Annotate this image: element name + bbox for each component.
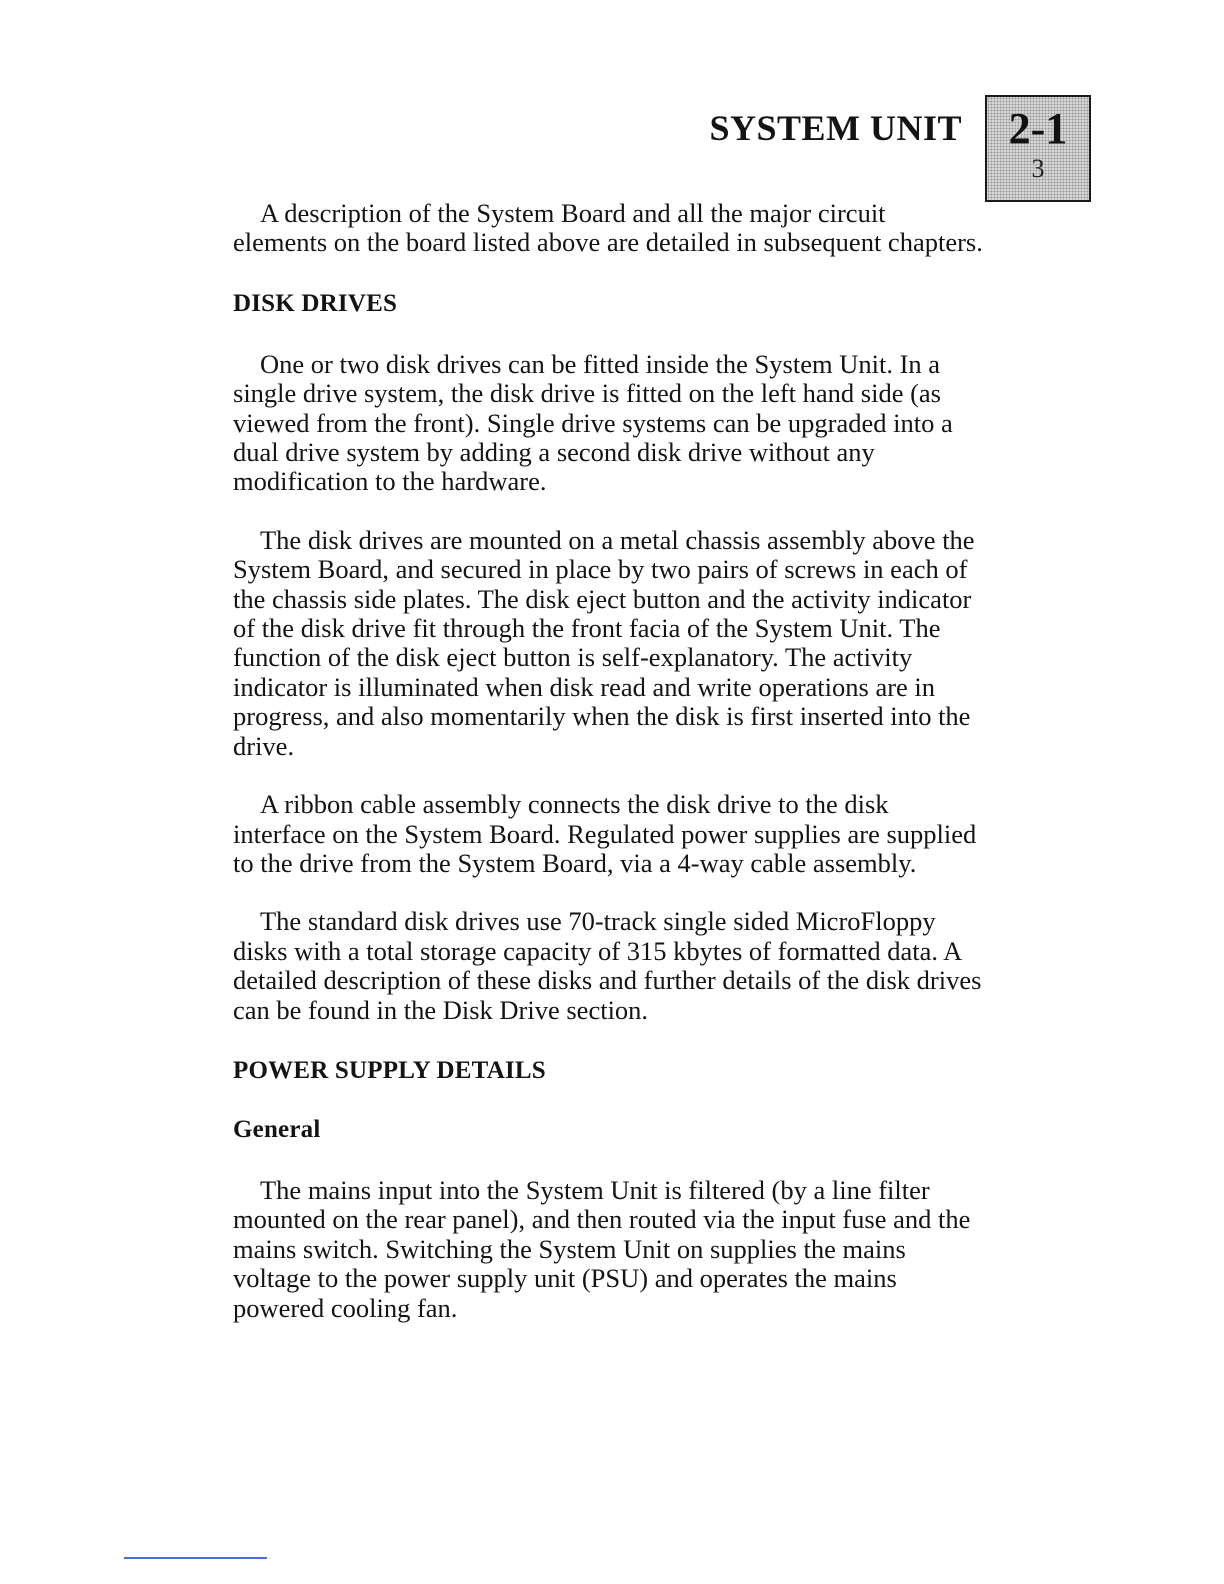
section-number: 2-1 — [1008, 104, 1068, 153]
section-number-badge — [985, 95, 1091, 202]
page-body — [233, 199, 983, 1323]
disk-drives-paragraph-1: One or two disk drives can be fitted inside the System Unit. In a single drive system, the disk drive is fitted on the left hand side (as viewed from the front). Single drive systems can be upgraded into a dual drive system by adding a second disk drive without any modification to the hardware. — [233, 348, 953, 497]
disk-drives-paragraph-2: The disk drives are mounted on a metal chassis assembly above the System Board, and secured in place by two pairs of screws in each of the chassis side plates. The disk eject button and the activity indicator of the disk drive fit through the front facia of the System Unit. The function of the disk eject button is self-explanatory. The activity indicator is illuminated when disk read and write operations are in progress, and also momentarily when the disk is first inserted into the drive. — [233, 524, 975, 761]
disk-drives-paragraph-4: The standard disk drives use 70-track single sided MicroFloppy disks with a total storage capacity of 315 kbytes of formatted data. A detailed description of these disks and further details of the disk drives can be found in the Disk Drive section. — [233, 906, 982, 1025]
power-supply-paragraph: The mains input into the System Unit is filtered (by a line filter mounted on the rear panel), and then routed via the input fuse and the mains switch. Switching the System Unit on supplies the mains voltage to the power supply unit (PSU) and operates the mains powered cooling fan. — [233, 1174, 971, 1323]
disk-drives-paragraph-3: A ribbon cable assembly connects the disk drive to the disk interface on the System Board. Regulated power supplies are supplied to the drive from the System Board, via a 4-way cable assembly. — [233, 789, 977, 878]
disk-drives-heading: DISK DRIVES — [233, 289, 398, 317]
footer-rule — [124, 1557, 267, 1559]
page-title: SYSTEM UNIT — [709, 108, 962, 148]
power-supply-heading: POWER SUPPLY DETAILS — [233, 1056, 546, 1084]
section-subnumber: 3 — [1031, 154, 1045, 183]
intro-paragraph: A description of the System Board and all the major circuit elements on the board listed above are detailed in subsequent chapters. — [233, 198, 983, 258]
general-subheading: General — [233, 1115, 321, 1143]
